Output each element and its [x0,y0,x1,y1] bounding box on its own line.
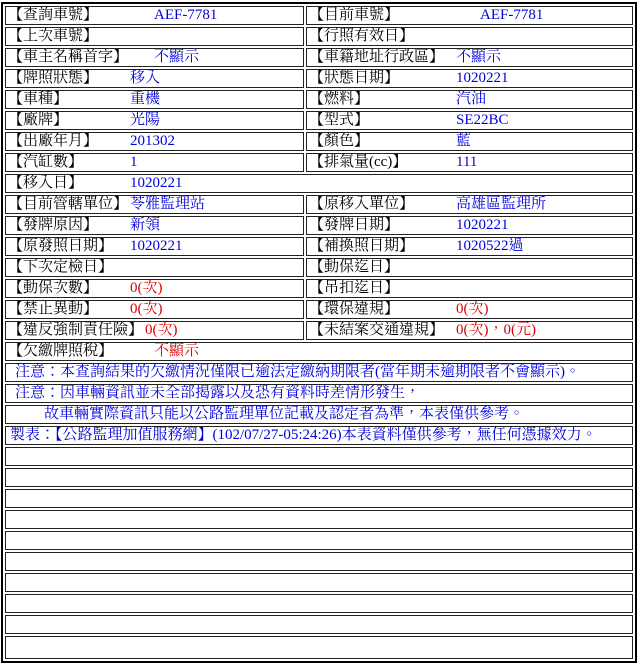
notice-data-lag-line1: 注意：因車輛資訊並未全部揭露以及恐有資料時差情形發生， [5,384,633,403]
vehicle-registration-report-table [1,2,637,663]
table-row [5,69,633,88]
empty-cell [5,573,633,592]
field-label: 【型式】 [309,112,370,128]
cell-current-plate [306,6,633,25]
field-value: 苓雅監理站 [130,196,206,212]
empty-row [5,594,633,613]
table-row [5,405,633,424]
table-row [5,237,633,256]
cell-vehicle-type [5,90,304,109]
cell-original-license-date [5,237,304,256]
field-value: 藍 [456,133,472,149]
field-label: 【違反強制責任險】 [8,322,144,338]
notice-overdue-disclaimer: 注意：本查詢結果的欠繳情況僅限已逾法定繳納期限者(當年期未逾期限者不會顯示)。 [5,363,633,382]
field-label: 【車主名稱首字】 [8,49,129,65]
cell-plate-issue-reason [5,216,304,235]
field-label: 【原發照日期】 [8,238,114,254]
field-value: 高雄區監理所 [456,196,547,212]
field-value: 111 [456,154,478,170]
empty-row [5,615,633,634]
field-label: 【補換照日期】 [309,238,415,254]
field-label: 【動保迄日】 [309,259,400,275]
cell-security-interest-count [5,279,304,298]
field-label: 【動保次數】 [8,280,99,296]
empty-row [5,489,633,508]
table-row [5,153,633,172]
cell-transfer-in-date [5,174,633,193]
empty-cell [5,447,633,466]
field-label: 【欠繳牌照稅】 [8,343,114,359]
notice-data-lag-line2: 故車輛實際資訊只能以公路監理單位記載及認定者為準，本表僅供參考。 [5,405,633,424]
cell-plate-issue-date [306,216,633,235]
cell-change-prohibition [5,300,304,319]
field-label: 【車籍地址行政區】 [309,49,445,65]
table-row [5,216,633,235]
field-value: 1 [130,154,138,170]
cell-query-plate [5,6,304,25]
field-value: 0(次) [130,301,163,317]
cell-plate-status [5,69,304,88]
field-value: 1020221 [456,217,509,233]
field-value: SE22BC [456,112,509,128]
field-label: 【禁止異動】 [8,301,99,317]
field-value: 0(次) [456,301,489,317]
cell-color [306,132,633,151]
empty-cell [5,615,633,634]
table-row [5,174,633,193]
field-label: 【目前車號】 [309,7,400,23]
cell-previous-plate [5,27,304,46]
table-row [5,90,633,109]
cell-next-inspection-date [5,258,304,277]
table-row [5,363,633,382]
field-value: 1020221 [456,70,509,86]
field-value: AEF-7781 [154,7,218,23]
field-value: 不顯示 [154,343,200,359]
empty-row [5,531,633,550]
cell-environmental-violations [306,300,633,319]
field-label: 【下次定檢日】 [8,259,114,275]
field-value: 新領 [130,217,161,233]
field-value: 重機 [130,91,161,107]
field-label: 【上次車號】 [8,28,99,44]
field-label: 【發牌日期】 [309,217,400,233]
field-value: 汽油 [456,91,487,107]
field-label: 【原移入單位】 [309,196,415,212]
table-row [5,195,633,214]
empty-cell [5,594,633,613]
field-value: 201302 [130,133,175,149]
table-row [5,342,633,361]
empty-row [5,510,633,529]
field-label: 【廠牌】 [8,112,69,128]
field-value: 不顯示 [456,49,502,65]
cell-current-authority [5,195,304,214]
cell-displacement [306,153,633,172]
cell-model [306,111,633,130]
field-label: 【目前管轄單位】 [8,196,129,212]
empty-cell [5,489,633,508]
cell-manufacture-date [5,132,304,151]
cell-license-replacement-date [306,237,633,256]
table-row [5,300,633,319]
cell-status-date [306,69,633,88]
field-value: 不顯示 [154,49,200,65]
table-row [5,132,633,151]
cell-open-traffic-violations [306,321,633,340]
cell-license-valid-date [306,27,633,46]
field-label: 【牌照狀態】 [8,70,99,86]
field-label: 【移入日】 [8,175,84,191]
field-value: AEF-7781 [480,7,544,23]
cell-fuel [306,90,633,109]
empty-cell [5,636,633,659]
empty-cell [5,531,633,550]
field-label: 【出廠年月】 [8,133,99,149]
field-value: 移入 [130,70,161,86]
empty-cell [5,552,633,571]
empty-row [5,636,633,659]
empty-row [5,468,633,487]
field-label: 【狀態日期】 [309,70,400,86]
empty-row [5,447,633,466]
field-value: 1020221 [130,238,183,254]
empty-row [5,552,633,571]
field-value: 0(次) [130,280,163,296]
field-label: 【車種】 [8,91,69,107]
cell-security-interest-until [306,258,633,277]
field-label: 【查詢車號】 [8,7,99,23]
field-label: 【發牌原因】 [8,217,99,233]
cell-suspension-until [306,279,633,298]
table-row [5,426,633,445]
field-value: 光陽 [130,112,161,128]
field-value: 1020221 [130,175,183,191]
empty-row [5,573,633,592]
cell-cylinders [5,153,304,172]
table-row [5,111,633,130]
table-row [5,48,633,67]
table-row [5,27,633,46]
field-label: 【汽缸數】 [8,154,84,170]
table-row [5,6,633,25]
field-label: 【環保違規】 [309,301,400,317]
field-label: 【排氣量(cc)】 [309,154,408,170]
cell-registered-district [306,48,633,67]
table-row [5,279,633,298]
field-label: 【未結案交通違規】 [309,322,445,338]
cell-brand [5,111,304,130]
cell-compulsory-insurance-violations [5,321,304,340]
field-label: 【燃料】 [309,91,370,107]
field-value: 1020522過 [456,238,524,254]
field-label: 【吊扣迄日】 [309,280,400,296]
field-label: 【顏色】 [309,133,370,149]
empty-cell [5,510,633,529]
report-maker-line: 製表：【公路監理加值服務網】(102/07/27-05:24:26)本表資料僅供參考，無任何憑據效力。 [5,426,633,445]
empty-cell [5,468,633,487]
cell-original-transfer-unit [306,195,633,214]
field-value: 0(次) [145,322,178,338]
cell-unpaid-license-tax [5,342,633,361]
table-row [5,321,633,340]
field-label: 【行照有效日】 [309,28,415,44]
table-row [5,384,633,403]
cell-owner-name-initial [5,48,304,67]
table-row [5,258,633,277]
field-value: 0(次)，0(元) [456,322,536,338]
